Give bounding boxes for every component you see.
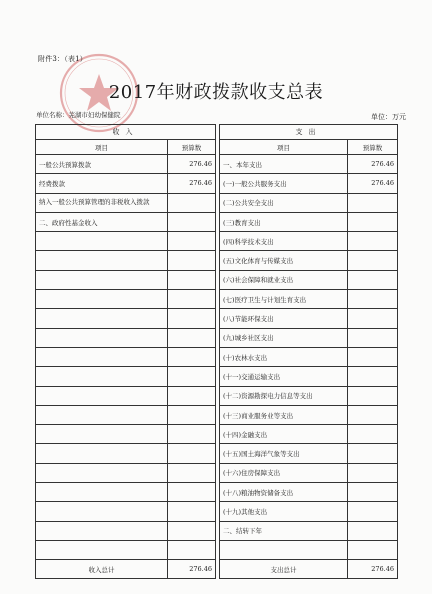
expense-item-cell: (十四)金融支出	[220, 425, 348, 444]
attachment-label: 附件3：（表1）	[38, 55, 88, 63]
expense-item-cell: (四)科学技术支出	[220, 232, 348, 251]
income-item-cell	[36, 540, 168, 559]
income-budget-cell	[168, 386, 216, 405]
expense-budget-cell	[348, 270, 398, 289]
table-row	[36, 232, 398, 251]
income-budget-cell	[168, 405, 216, 424]
table-row	[36, 540, 398, 559]
expense-item-cell: (十三)商业服务业等支出	[220, 405, 348, 424]
expense-budget-cell	[348, 328, 398, 347]
table-row	[36, 251, 398, 270]
expense-budget-cell	[348, 386, 398, 405]
income-budget-cell	[168, 463, 216, 482]
income-item-cell	[36, 463, 168, 482]
table-row	[36, 425, 398, 444]
expense-item-cell: (七)医疗卫生与计划生育支出	[220, 290, 348, 309]
table-row	[36, 309, 398, 328]
income-item-cell: 纳入一般公共预算管理的非税收入拨款	[36, 193, 168, 212]
expense-budget-cell	[348, 521, 398, 540]
income-budget-cell	[168, 251, 216, 270]
income-item-cell	[36, 270, 168, 289]
table-row	[36, 463, 398, 482]
expense-item-cell: (五)文化体育与传媒支出	[220, 251, 348, 270]
income-item-cell	[36, 309, 168, 328]
expense-budget-cell	[348, 483, 398, 502]
expense-total-label: 支出总计	[220, 560, 348, 579]
total-row	[36, 560, 398, 579]
table-row	[36, 405, 398, 424]
expense-item-cell: (十五)国土海洋气象等支出	[220, 444, 348, 463]
expense-budget-cell	[348, 405, 398, 424]
income-budget-cell	[168, 444, 216, 463]
income-header: 收入	[36, 125, 216, 140]
expense-item-cell: (十八)粮油物资储备支出	[220, 483, 348, 502]
unit-name: 单位名称：芜湖市妇幼保健院	[36, 111, 121, 119]
budget-table	[35, 124, 398, 579]
expense-item-cell: (九)城乡社区支出	[220, 328, 348, 347]
expense-budget-cell	[348, 367, 398, 386]
expense-budget-cell	[348, 502, 398, 521]
income-budget-header: 预算数	[168, 140, 216, 155]
table-row	[36, 386, 398, 405]
income-item-cell	[36, 290, 168, 309]
income-item-cell	[36, 328, 168, 347]
income-budget-cell: 276.46	[168, 155, 216, 174]
expense-budget-cell	[348, 540, 398, 559]
income-item-cell	[36, 386, 168, 405]
income-budget-cell	[168, 309, 216, 328]
table-row	[36, 155, 398, 174]
table-row	[36, 483, 398, 502]
expense-budget-cell	[348, 444, 398, 463]
income-item-cell	[36, 347, 168, 366]
expense-budget-cell	[348, 290, 398, 309]
income-item-cell	[36, 367, 168, 386]
table-row	[36, 347, 398, 366]
expense-item-cell: (十六)住房保障支出	[220, 463, 348, 482]
income-total-value: 276.46	[168, 560, 216, 579]
income-item-cell: 经费拨款	[36, 174, 168, 193]
table-row	[36, 290, 398, 309]
income-item-cell	[36, 483, 168, 502]
income-item-cell	[36, 502, 168, 521]
currency-unit: 单位：万元	[371, 113, 406, 121]
expense-item-cell: (十一)交通运输支出	[220, 367, 348, 386]
table-row	[36, 193, 398, 212]
table-row	[36, 367, 398, 386]
section-header-row	[36, 125, 398, 140]
expense-budget-cell	[348, 193, 398, 212]
expense-budget-cell	[348, 347, 398, 366]
income-budget-cell	[168, 521, 216, 540]
expense-item-cell: 二、结转下年	[220, 521, 348, 540]
expense-budget-header: 预算数	[348, 140, 398, 155]
income-budget-cell	[168, 425, 216, 444]
expense-header: 支出	[220, 125, 398, 140]
expense-budget-cell	[348, 212, 398, 231]
income-total-label: 收入总计	[36, 560, 168, 579]
table-row	[36, 328, 398, 347]
expense-item-cell: (十二)资源勘探电力信息等支出	[220, 386, 348, 405]
expense-item-cell: (八)节能环保支出	[220, 309, 348, 328]
column-header-row	[36, 140, 398, 155]
income-budget-cell	[168, 502, 216, 521]
table-row	[36, 212, 398, 231]
table-row	[36, 502, 398, 521]
income-budget-cell	[168, 483, 216, 502]
expense-item-cell: (十)农林水支出	[220, 347, 348, 366]
expense-item-header: 项目	[220, 140, 348, 155]
income-item-cell	[36, 251, 168, 270]
income-budget-cell	[168, 540, 216, 559]
income-item-cell	[36, 425, 168, 444]
expense-budget-cell	[348, 463, 398, 482]
income-item-cell	[36, 405, 168, 424]
income-budget-cell: 276.46	[168, 174, 216, 193]
income-budget-cell	[168, 270, 216, 289]
table-row	[36, 521, 398, 540]
expense-item-cell: (十九)其他支出	[220, 502, 348, 521]
expense-budget-cell: 276.46	[348, 155, 398, 174]
income-item-cell	[36, 444, 168, 463]
expense-budget-cell	[348, 309, 398, 328]
income-item-header: 项目	[36, 140, 168, 155]
table-row	[36, 174, 398, 193]
expense-budget-cell	[348, 232, 398, 251]
expense-budget-cell: 276.46	[348, 174, 398, 193]
page-title: 2017年财政拨款收支总表	[108, 82, 324, 103]
income-item-cell: 二、政府性基金收入	[36, 212, 168, 231]
income-budget-cell	[168, 232, 216, 251]
income-item-cell	[36, 521, 168, 540]
expense-item-cell: (六)社会保障和就业支出	[220, 270, 348, 289]
expense-item-cell	[220, 540, 348, 559]
expense-item-cell: (三)教育支出	[220, 212, 348, 231]
income-budget-cell	[168, 367, 216, 386]
expense-item-cell: (二)公共安全支出	[220, 193, 348, 212]
income-budget-cell	[168, 328, 216, 347]
income-item-cell	[36, 232, 168, 251]
expense-total-value: 276.46	[348, 560, 398, 579]
income-budget-cell	[168, 347, 216, 366]
table-row	[36, 270, 398, 289]
expense-budget-cell	[348, 251, 398, 270]
expense-budget-cell	[348, 425, 398, 444]
income-budget-cell	[168, 290, 216, 309]
income-budget-cell	[168, 193, 216, 212]
income-budget-cell	[168, 212, 216, 231]
expense-item-cell: (一)一般公共服务支出	[220, 174, 348, 193]
table-row	[36, 444, 398, 463]
expense-item-cell: 一、本年支出	[220, 155, 348, 174]
income-item-cell: 一般公共预算拨款	[36, 155, 168, 174]
